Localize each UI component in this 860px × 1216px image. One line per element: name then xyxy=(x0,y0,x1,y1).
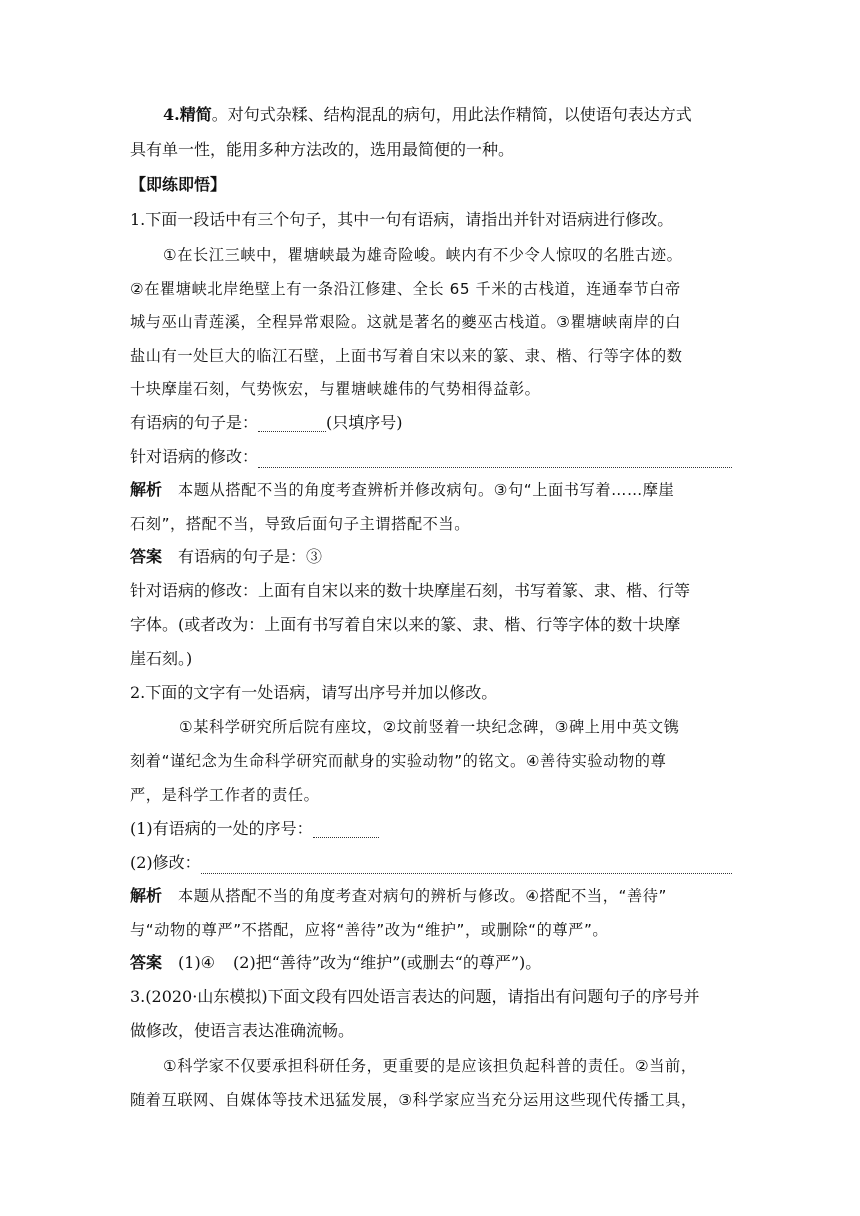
answer-label: 答案 xyxy=(130,547,163,566)
q2-passage-line: ①某科学研究所后院有座坟，②坟前竖着一块纪念碑，③碑上用中英文镌 xyxy=(179,718,680,736)
q1-blank1-answer-line[interactable] xyxy=(258,411,326,432)
q1-passage-line: 十块摩崖石刻，气势恢宏，与瞿塘峡雄伟的气势相得益彰。 xyxy=(130,380,541,398)
q1-prompt: 1.下面一段话中有三个句子，其中一句有语病，请指出并针对语病进行修改。 xyxy=(130,210,674,229)
q1-passage-line: 城与巫山青莲溪，全程异常艰险。这就是著名的夔巫古栈道。③瞿塘峡南岸的白 xyxy=(130,313,681,331)
q1-answer-line: 崖石刻。) xyxy=(130,649,193,668)
q1-passage-line: ①在长江三峡中，瞿塘峡最为雄奇险峻。峡内有不少令人惊叹的名胜古迹。 xyxy=(163,246,683,264)
q1-analysis-row: 解析 本题从搭配不当的角度考查辨析并修改病句。③句“上面书写着……摩崖 xyxy=(130,480,675,499)
analysis-label: 解析 xyxy=(130,886,163,905)
point4-line2: 具有单一性，能用多种方法改的，选用最简便的一种。 xyxy=(130,140,515,159)
q1-answer-line: 针对语病的修改：上面有自宋以来的数十块摩崖石刻，书写着篆、隶、楷、行等 xyxy=(130,581,691,600)
q2-passage-line: 严，是科学工作者的责任。 xyxy=(130,786,320,804)
section-heading: 【即练即悟】 xyxy=(130,175,227,194)
q2-answer-row: 答案 (1)④ (2)把“善待”改为“维护”(或删去“的尊严”)。 xyxy=(130,953,542,972)
q1-blank2-answer-line[interactable] xyxy=(258,447,732,468)
q2-blank1-row: (1)有语病的一处的序号： xyxy=(130,812,732,846)
analysis-label: 解析 xyxy=(130,480,163,499)
point4-title: 4.精简 xyxy=(163,105,212,124)
q1-answer-line: 字体。(或者改为：上面有书写着自宋以来的篆、隶、楷、行等字体的数十块摩 xyxy=(130,615,681,634)
q1-passage-line: 盐山有一处巨大的临江石壁，上面书写着自宋以来的篆、隶、楷、行等字体的数 xyxy=(130,347,683,365)
q1-analysis-line: 石刻”，搭配不当，导致后面句子主谓搭配不当。 xyxy=(130,515,471,533)
point4-line1: 4.精简。对句式杂糅、结构混乱的病句，用此法作精简，以使语句表达方式 xyxy=(163,105,692,124)
q2-blank1-answer-line[interactable] xyxy=(313,817,379,838)
q2-analysis-row: 解析 本题从搭配不当的角度考查对病句的辨析与修改。④搭配不当，“善待” xyxy=(130,886,668,905)
q2-blank2-answer-line[interactable] xyxy=(201,853,732,874)
q3-prompt-line: 做修改，使语言表达准确流畅。 xyxy=(130,1021,355,1040)
q1-passage-line: ②在瞿塘峡北岸绝壁上有一条沿江修建、全长 65 千米的古栈道，连通奉节白帝 xyxy=(130,280,681,298)
q3-passage-line: ①科学家不仅要承担科研任务，更重要的是应该担负起科普的责任。②当前， xyxy=(163,1057,697,1075)
q2-analysis-line: 与“动物的尊严”不搭配，应将“善待”改为“维护”，或删除“的尊严”。 xyxy=(130,921,609,939)
q3-prompt-line: 3.(2020·山东模拟)下面文段有四处语言表达的问题，请指出有问题句子的序号并 xyxy=(130,987,700,1006)
q2-prompt: 2.下面的文字有一处语病，请写出序号并加以修改。 xyxy=(130,683,498,702)
q1-answer-row: 答案 有语病的句子是：③ xyxy=(130,547,323,566)
q3-passage-line: 随着互联网、自媒体等技术迅猛发展，③科学家应当充分运用这些现代传播工具， xyxy=(130,1091,697,1109)
q2-passage-line: 刻着“谨纪念为生命科学研究而献身的实验动物”的铭文。④善待实验动物的尊 xyxy=(130,752,667,770)
answer-label: 答案 xyxy=(130,953,163,972)
q2-blank2-row: (2)修改： xyxy=(130,846,732,880)
q1-blank2-row: 针对语病的修改： xyxy=(130,440,732,474)
q1-blank1-row: 有语病的句子是： (只填序号) xyxy=(130,413,403,432)
